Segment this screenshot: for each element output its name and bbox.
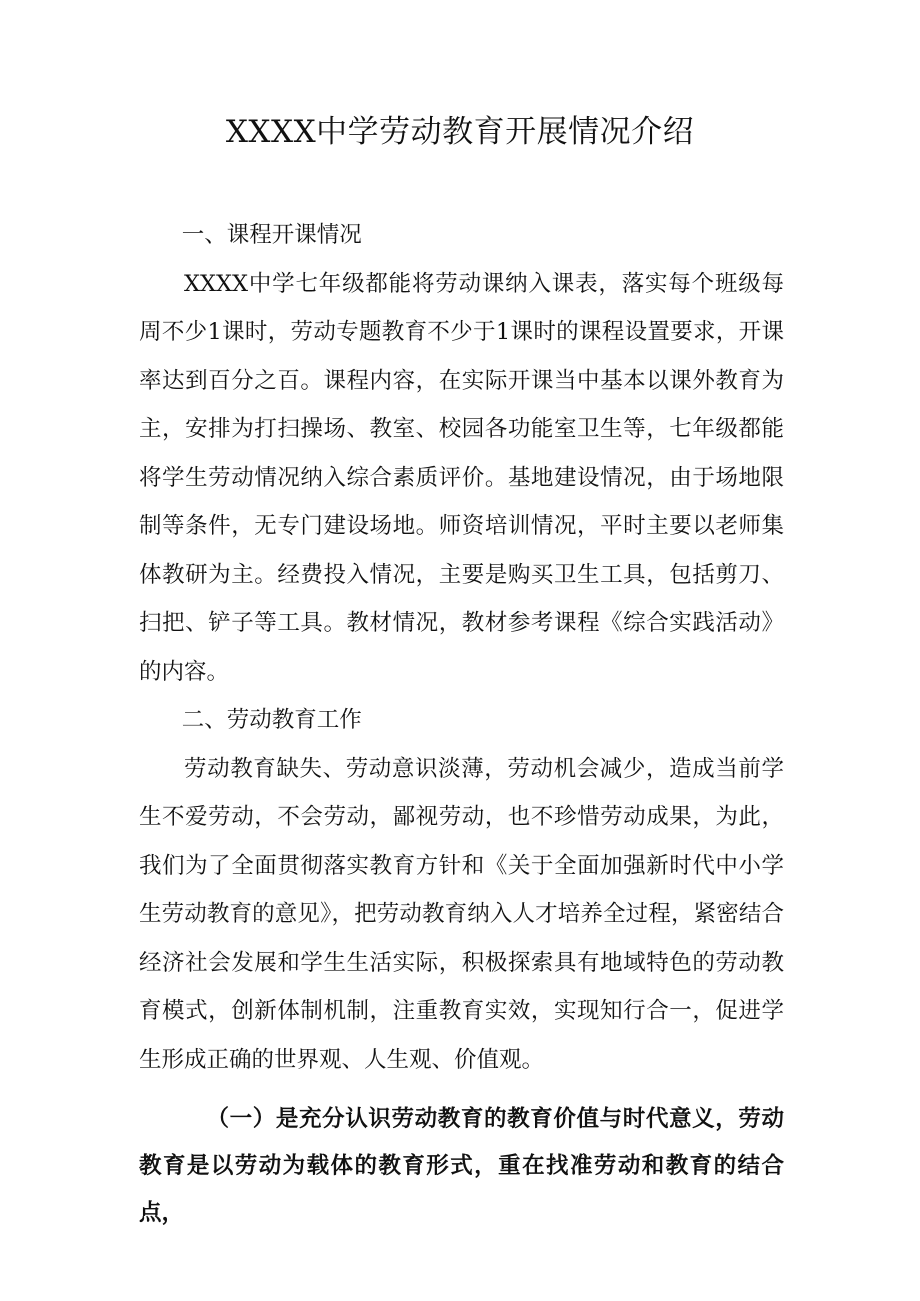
section-1-paragraph: XXXX中学七年级都能将劳动课纳入课表，落实每个班级每周不少1课时，劳动专题教育不少于1课时的课程设置要求，开课率达到百分之百。课程内容，在实际开课当中基本以课外教育为主，安排为打扫操场、教室、校园各功能室卫生等，七年级都能将学生劳动情况纳入综合素质评价。基地建设情况，由于场地限制等条件，无专门建设场地。师资培训情况，平时主要以老师集体教研为主。经费投入情况，主要是购买卫生工具，包括剪刀、扫把、铲子等工具。教材情况，教材参考课程《综合实践活动》的内容。 <box>139 270 784 685</box>
section-2-heading: 二、劳动教育工作 <box>181 707 362 733</box>
section-2-subpoint-1: （一）是充分认识劳动教育的教育价值与时代意义，劳动教育是以劳动为载体的教育形式，重在找准劳动和教育的结合点， <box>139 1106 784 1226</box>
section-2-paragraph: 劳动教育缺失、劳动意识淡薄，劳动机会减少，造成当前学生不爱劳动，不会劳动，鄙视劳动，也不珍惜劳动成果，为此，我们为了全面贯彻落实教育方针和《关于全面加强新时代中小学生劳动教育的意见》，把劳动教育纳入人才培养全过程，紧密结合经济社会发展和学生生活实际，积极探索具有地域特色的劳动教育模式，创新体制机制，注重教育实效，实现知行合一，促进学生形成正确的世界观、人生观、价值观。 <box>139 755 784 1073</box>
document-title: XXXX中学劳动教育开展情况介绍 <box>225 114 695 150</box>
document-body <box>139 211 784 1237</box>
section-1-heading: 一、课程开课情况 <box>181 222 362 248</box>
